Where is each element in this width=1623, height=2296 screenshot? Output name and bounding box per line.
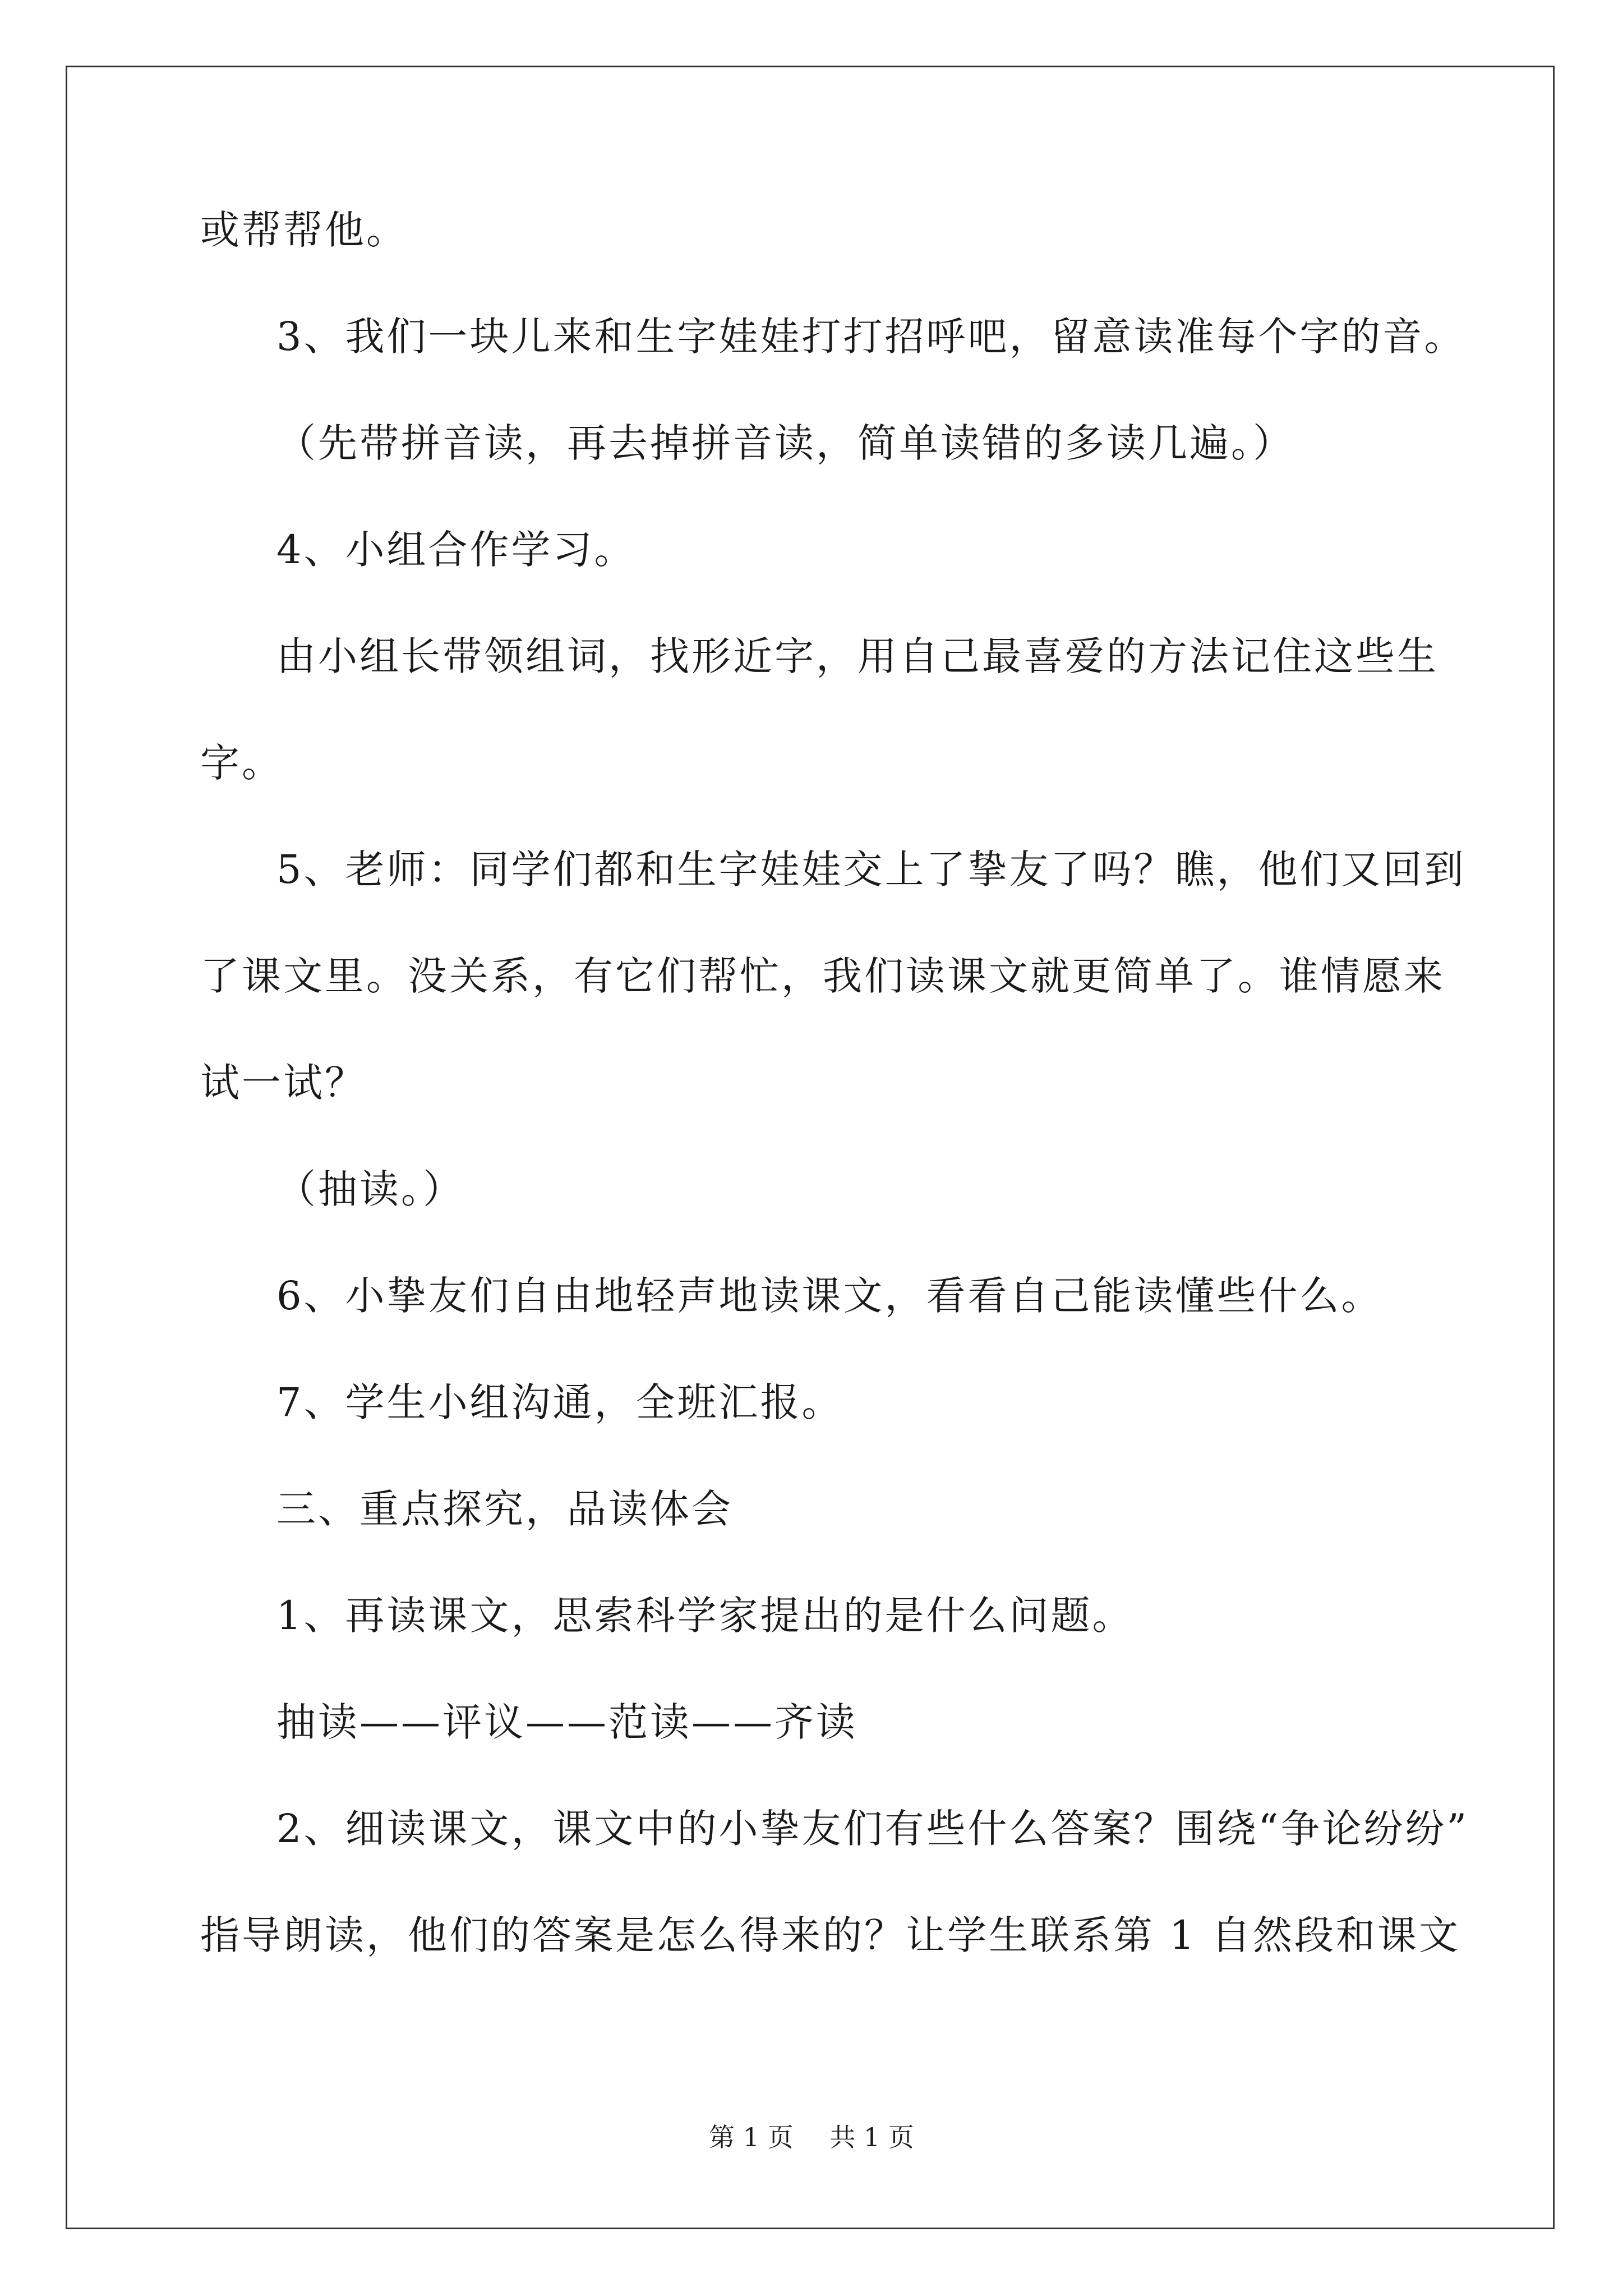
text-line: 4、小组合作学习。 [276,527,636,573]
section-heading: 三、重点探究，品读体会 [276,1486,733,1532]
text-line: 或帮帮他。 [200,207,408,253]
text-line: 试一试？ [200,1060,366,1106]
text-line: （先带拼音读，再去掉拼音读，简单读错的多读几遍。） [276,420,1294,466]
text-line: 由小组长带领组词，找形近字，用自己最喜爱的方法记住这些生 [276,633,1438,679]
text-line: 5、老师：同学们都和生字娃娃交上了挚友了吗？瞧，他们又回到 [276,846,1466,892]
text-line: 1、再读课文，思索科学家提出的是什么问题。 [276,1593,1134,1639]
page-footer [0,2120,1623,2154]
page-total: 共 1 页 [829,2122,914,2152]
text-line: （抽读。） [276,1166,464,1212]
text-line: 7、学生小组沟通，全班汇报。 [276,1379,843,1425]
page-number: 第 1 页 [709,2122,794,2152]
text-line: 指导朗读，他们的答案是怎么得来的？让学生联系第 1 自然段和课文 [200,1912,1461,1958]
text-line: 了课文里。没关系，有它们帮忙，我们读课文就更简单了。谁情愿来 [200,953,1445,999]
text-line: 抽读——评议——范读——齐读 [276,1699,857,1745]
text-line: 2、细读课文，课文中的小挚友们有些什么答案？围绕“争论纷纷” [276,1806,1469,1852]
text-line: 3、我们一块儿来和生字娃娃打打招呼吧，留意读准每个字的音。 [276,314,1466,360]
text-line: 字。 [200,740,283,786]
text-line: 6、小挚友们自由地轻声地读课文，看看自己能读懂些什么。 [276,1273,1383,1319]
